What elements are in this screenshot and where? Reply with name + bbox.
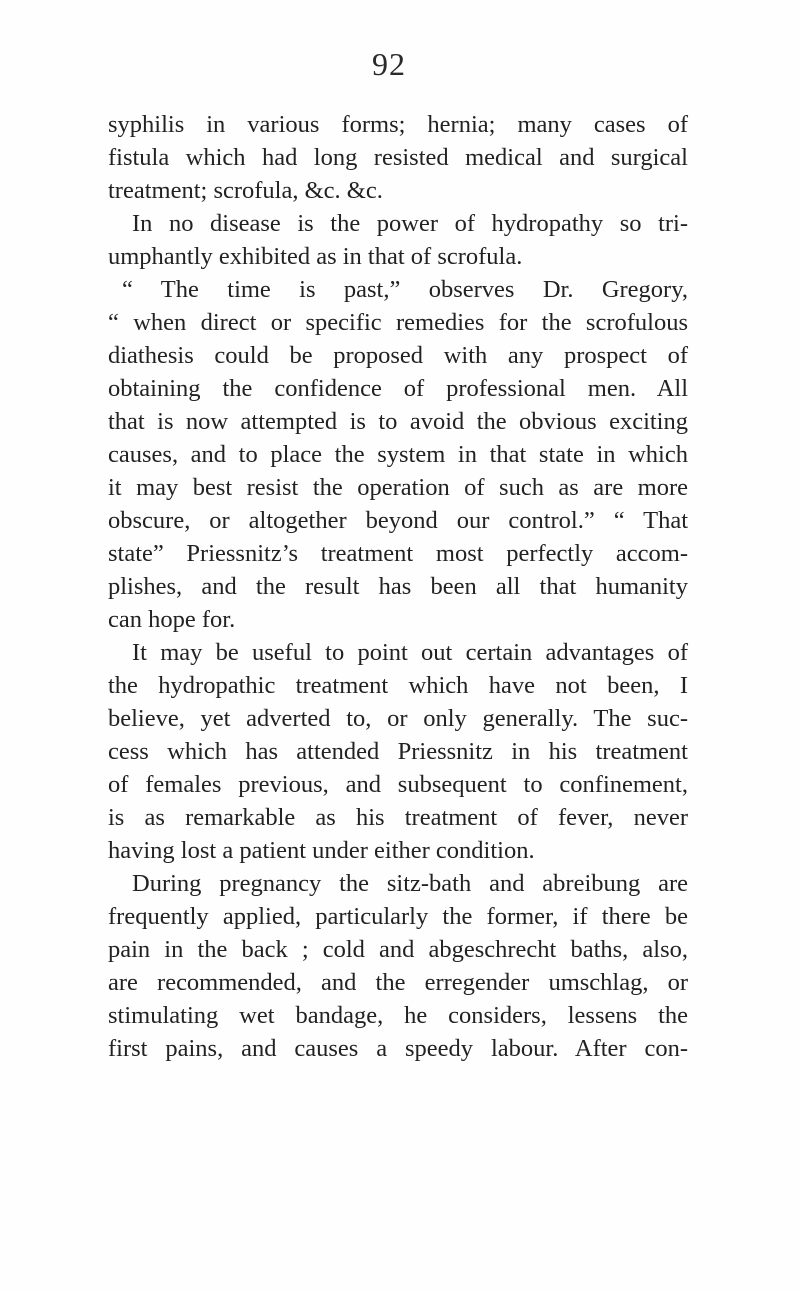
text-line: first pains, and causes a speedy labour. After con-	[108, 1035, 688, 1062]
text-line: cess which has attended Priessnitz in his treatment	[108, 738, 688, 765]
text-line: diathesis could be proposed with any prospect of	[108, 342, 688, 369]
text-line: are recommended, and the erregender umschlag, or	[108, 969, 688, 996]
text-line: During pregnancy the sitz-bath and abreibung are	[132, 870, 688, 897]
text-line: obscure, or altogether beyond our control.” “ That	[108, 507, 688, 534]
text-line: is as remarkable as his treatment of fever, never	[108, 804, 688, 831]
text-line: obtaining the confidence of professional men. All	[108, 375, 688, 402]
text-line: that is now attempted is to avoid the obvious exciting	[108, 408, 688, 435]
text-line: having lost a patient under either condition.	[108, 837, 535, 864]
text-line: plishes, and the result has been all that humanity	[108, 573, 688, 600]
text-line: fistula which had long resisted medical and surgical	[108, 144, 688, 171]
text-line: it may best resist the operation of such as are more	[108, 474, 688, 501]
text-line: “ when direct or specific remedies for the scrofulous	[108, 309, 688, 336]
text-line: syphilis in various forms; hernia; many cases of	[108, 111, 688, 138]
text-line: the hydropathic treatment which have not been, I	[108, 672, 688, 699]
text-line: “ The time is past,” observes Dr. Gregory,	[122, 276, 688, 303]
page-number: 92	[372, 46, 406, 82]
text-line: of females previous, and subsequent to confinement,	[108, 771, 688, 798]
text-line: umphantly exhibited as in that of scrofula.	[108, 243, 523, 270]
text-line: treatment; scrofula, &c. &c.	[108, 177, 383, 204]
text-line: causes, and to place the system in that state in which	[108, 441, 688, 468]
text-line: It may be useful to point out certain advantages of	[132, 639, 688, 666]
text-line: believe, yet adverted to, or only generally. The suc-	[108, 705, 688, 732]
text-line: pain in the back ; cold and abgeschrecht baths, also,	[108, 936, 688, 963]
text-line: can hope for.	[108, 606, 236, 633]
body-text	[108, 108, 688, 1065]
text-line: In no disease is the power of hydropathy so tri-	[132, 210, 688, 237]
text-line: stimulating wet bandage, he considers, lessens the	[108, 1002, 688, 1029]
text-line: frequently applied, particularly the former, if there be	[108, 903, 688, 930]
text-line: state” Priessnitz’s treatment most perfectly accom-	[108, 540, 688, 567]
